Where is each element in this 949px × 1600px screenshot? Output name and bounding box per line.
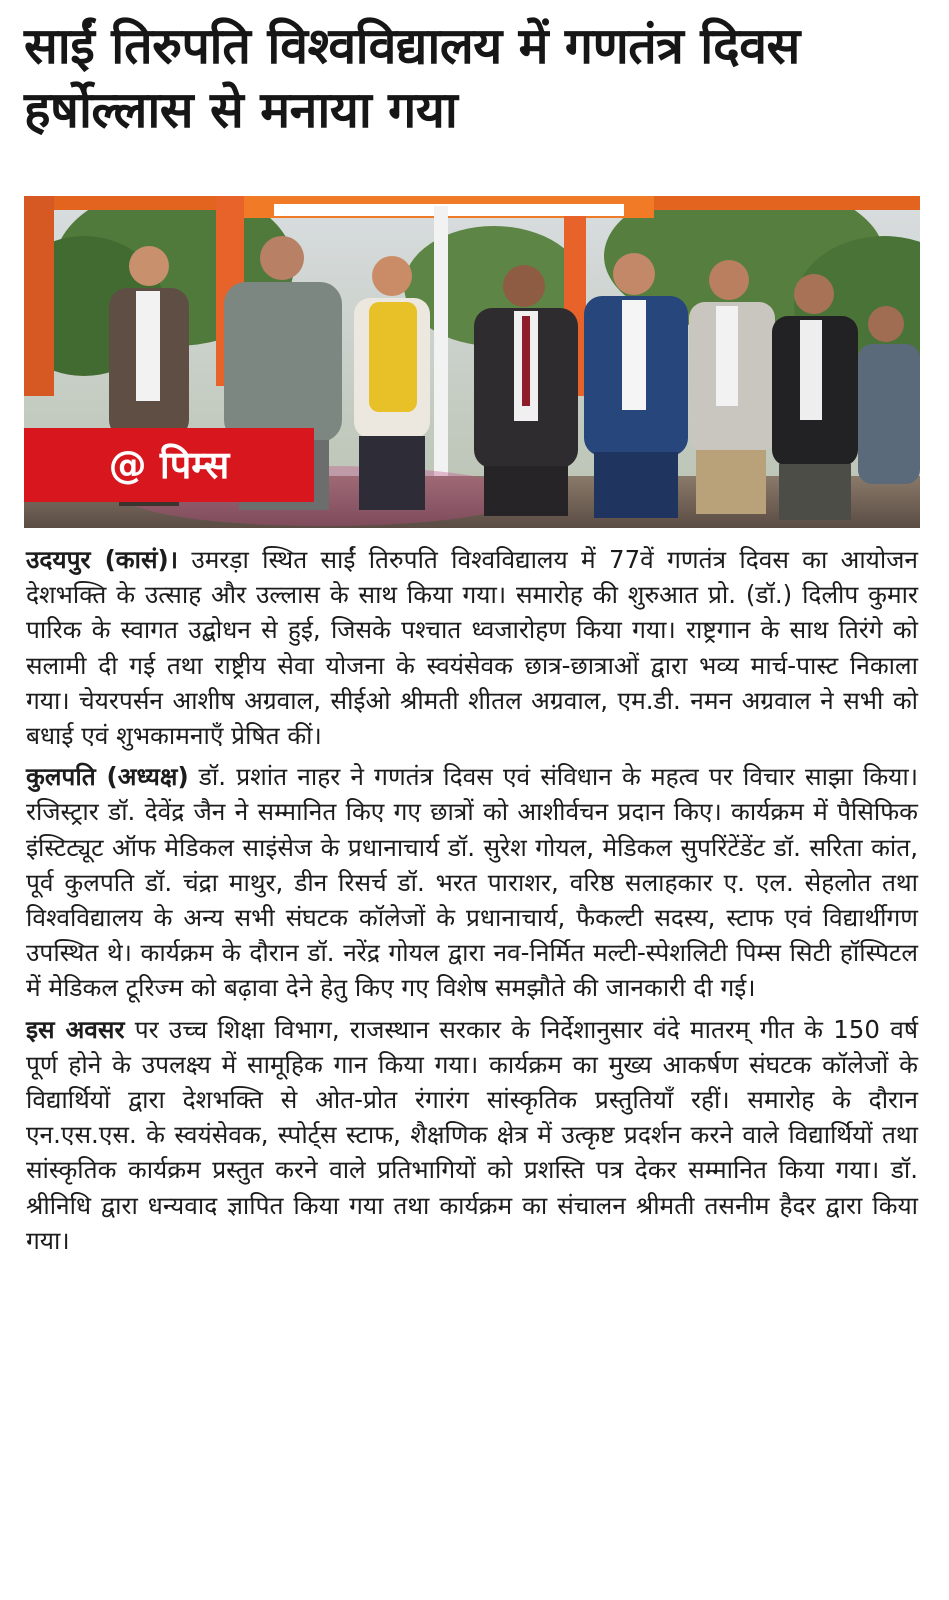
article-paragraph [26,542,918,753]
paragraph-text: डॉ. प्रशांत नाहर ने गणतंत्र दिवस एवं संविधान के महत्व पर विचार साझा किया। रजिस्ट्रार डॉ. देवेंद्र जैन ने सम्मानित किए गए छात्रों को आशीर्वचन प्रदान किए। कार्यक्रम में पैसिफिक इंस्टिट्यूट ऑफ मेडिकल साइंसेज के प्रधानाचार्य डॉ. सुरेश गोयल, मेडिकल सुपरिंटेंडेंट डॉ. सरिता कांत, पूर्व कुलपति डॉ. चंद्रा माथुर, डीन रिसर्च डॉ. भरत पाराशर, वरिष्ठ सलाहकार ए. एल. सेहलोत तथा विश्वविद्यालय के अन्य सभी संघटक कॉलेजों के प्रधानाचार्य, फैकल्टी सदस्य, स्टाफ एवं विद्यार्थीगण उपस्थित थे। कार्यक्रम के दौरान डॉ. नरेंद्र गोयल द्वारा नव-निर्मित मल्टी-स्पेशलिटी पिम्स सिटी हॉस्पिटल में मेडिकल टूरिज्म को बढ़ावा देने हेतु किए गए विशेष समझौते की जानकारी दी गई। [26,762,918,1003]
news-photo [24,196,920,528]
paragraph-lead: उदयपुर (कासं)। [26,545,179,574]
article-headline: साईं तिरुपति विश्वविद्यालय में गणतंत्र दिवस हर्षोल्लास से मनाया गया [24,17,800,139]
paragraph-lead: इस अवसर [26,1014,125,1044]
paragraph-text: उमरड़ा स्थित साईं तिरुपति विश्वविद्यालय में 77वें गणतंत्र दिवस का आयोजन देशभक्ति के उत्साह और उल्लास के साथ किया गया। समारोह की शुरुआत प्रो. (डॉ.) दिलीप कुमार पारिक के स्वागत उद्बोधन से हुई, जिसके पश्चात ध्वजारोहण किया गया। राष्ट्रगान के साथ तिरंगे को सलामी दी गई तथा राष्ट्रीय सेवा योजना के स्वयंसेवक छात्र-छात्राओं द्वारा भव्य मार्च-पास्ट निकाला गया। चेयरपर्सन आशीष अग्रवाल, सीईओ श्रीमती शीतल अग्रवाल, एम.डी. नमन अग्रवाल ने सभी को बधाई एवं शुभकामनाएँ प्रेषित कीं। [26,545,919,751]
paragraph-text: पर उच्च शिक्षा विभाग, राजस्थान सरकार के निर्देशानुसार वंदे मातरम् गीत के 150 वर्ष पूर्ण होने के उपलक्ष्य में सामूहिक गान किया गया। कार्यक्रम का मुख्य आकर्षण संघटक कॉलेजों के विद्यार्थियों द्वारा देशभक्ति से ओत-प्रोत रंगारंग सांस्कृतिक प्रस्तुतियाँ रहीं। समारोह के दौरान एन.एस.एस. के स्वयंसेवक, स्पोर्ट्स स्टाफ, शैक्षणिक क्षेत्र में उत्कृष्ट प्रदर्शन करने वाले विद्यार्थियों तथा सांस्कृतिक कार्यक्रम प्रस्तुत करने वाले प्रतिभागियों को प्रशस्ति पत्र देकर सम्मानित किया गया। डॉ. श्रीनिधि द्वारा धन्यवाद ज्ञापित किया गया तथा कार्यक्रम का संचालन श्रीमती तसनीम हैदर द्वारा किया गया। [26,1014,918,1255]
paragraph-lead: कुलपति (अध्यक्ष) [26,762,189,792]
article-paragraph [26,1012,918,1258]
article-paragraph [26,759,918,1005]
article-body [26,542,918,1264]
photo-credit-badge: @ पिम्स [24,428,314,502]
